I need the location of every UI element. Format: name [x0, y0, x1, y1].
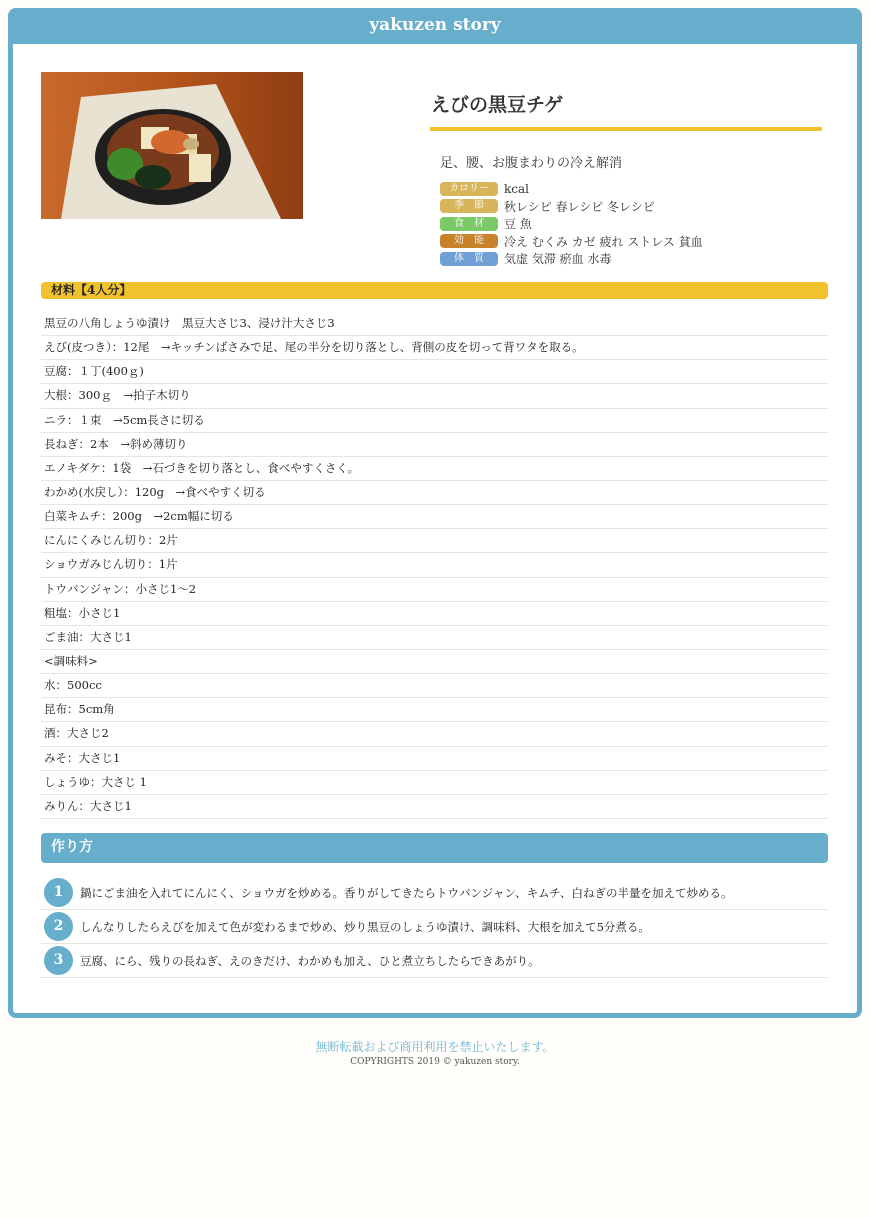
step-text: 豆腐、にら、残りの長ねぎ、えのきだけ、わかめも加え、ひと煮立ちしたらできあがり。 [80, 953, 540, 968]
ingredient-item: わかめ(水戻し）：120g →食べやすく切る [41, 481, 828, 505]
ingredients-heading: 材料【4人分】 [41, 282, 828, 299]
ingredient-item: 昆布：5cm角 [41, 698, 828, 722]
ingredient-item: 粗塩：小さじ1 [41, 602, 828, 626]
step-item [41, 910, 828, 944]
ingredient-item: ショウガみじん切り：1片 [41, 553, 828, 577]
recipe-lead: 足、腰、お腹まわりの冷え解消 [440, 156, 623, 171]
ingredient-item: エノキダケ：1袋 →石づきを切り落とし、食べやすくさく。 [41, 457, 828, 481]
title-underline [430, 127, 822, 131]
step-item [41, 944, 828, 978]
ingredient-item: みそ：大さじ1 [41, 747, 828, 771]
meta-season [440, 198, 830, 216]
meta-value[interactable]: 豆 魚 [504, 217, 532, 232]
meta-calorie [440, 180, 830, 198]
method-heading: 作り方 [41, 833, 828, 863]
ingredient-item: 水：500cc [41, 674, 828, 698]
meta-value[interactable]: 気虚 気滞 瘀血 水毒 [504, 252, 612, 267]
ingredient-item: 大根：300ｇ →拍子木切り [41, 384, 828, 408]
site-title[interactable]: yakuzen story [8, 8, 862, 44]
ingredient-item: ニラ：１束 →5cm長さに切る [41, 409, 828, 433]
ingredient-item: えび(皮つき）：12尾 →キッチンばさみで足、尾の半分を切り落とし、背側の皮を切って背ワタを取る。 [41, 336, 828, 360]
step-text: 鍋にごま油を入れてにんにく、ショウガを炒める。香りがしてきたらトウバンジャン、キムチ、白ねぎの半量を加えて炒める。 [80, 885, 733, 900]
ingredient-item: 酒：大さじ2 [41, 722, 828, 746]
ingredient-item: にんにくみじん切り：2片 [41, 529, 828, 553]
ingredients-list [41, 312, 828, 819]
ingredient-item: 長ねぎ：2本 →斜め薄切り [41, 433, 828, 457]
step-number: 2 [44, 912, 73, 941]
recipe-photo [41, 72, 303, 219]
recipe-title: えびの黒豆チゲ [431, 94, 564, 116]
meta-value[interactable]: 秋レシピ 春レシピ 冬レシピ [504, 199, 655, 214]
step-item [41, 876, 828, 910]
step-text: しんなりしたらえびを加えて色が変わるまで炒め、炒り黒豆のしょうゆ漬け、調味料、大根を加えて5分煮る。 [80, 919, 650, 934]
meta-badge: カロリー [440, 182, 498, 196]
ingredient-item: 豆腐：１丁(400ｇ) [41, 360, 828, 384]
meta-badge: 季 節 [440, 199, 498, 213]
ingredient-item: トウバンジャン：小さじ1〜2 [41, 578, 828, 602]
steps-list [41, 876, 828, 978]
footer-copyright: COPYRIGHTS 2019 © yakuzen story. [350, 1057, 520, 1067]
meta-badge: 体 質 [440, 252, 498, 266]
ingredient-item: 黒豆の八角しょうゆ漬け 黒豆大さじ3、浸け汁大さじ3 [41, 312, 828, 336]
meta-badge: 食 材 [440, 217, 498, 231]
meta-badge: 効 能 [440, 234, 498, 248]
step-number: 1 [44, 878, 73, 907]
meta-constitution [440, 250, 830, 268]
step-number: 3 [44, 946, 73, 975]
footer-notice: 無断転載および商用利用を禁止いたします。 [315, 1040, 555, 1054]
meta-effect [440, 233, 830, 251]
meta-value[interactable]: 冷え むくみ カゼ 疲れ ストレス 貧血 [504, 234, 703, 249]
ingredient-item: みりん：大さじ1 [41, 795, 828, 819]
ingredient-item: ごま油：大さじ1 [41, 626, 828, 650]
meta-value: kcal [504, 181, 529, 196]
recipe-meta [440, 180, 830, 268]
ingredient-item: しょうゆ：大さじ 1 [41, 771, 828, 795]
ingredient-item: <調味料> [41, 650, 828, 674]
ingredient-item: 白菜キムチ：200g →2cm幅に切る [41, 505, 828, 529]
meta-ingredient [440, 215, 830, 233]
